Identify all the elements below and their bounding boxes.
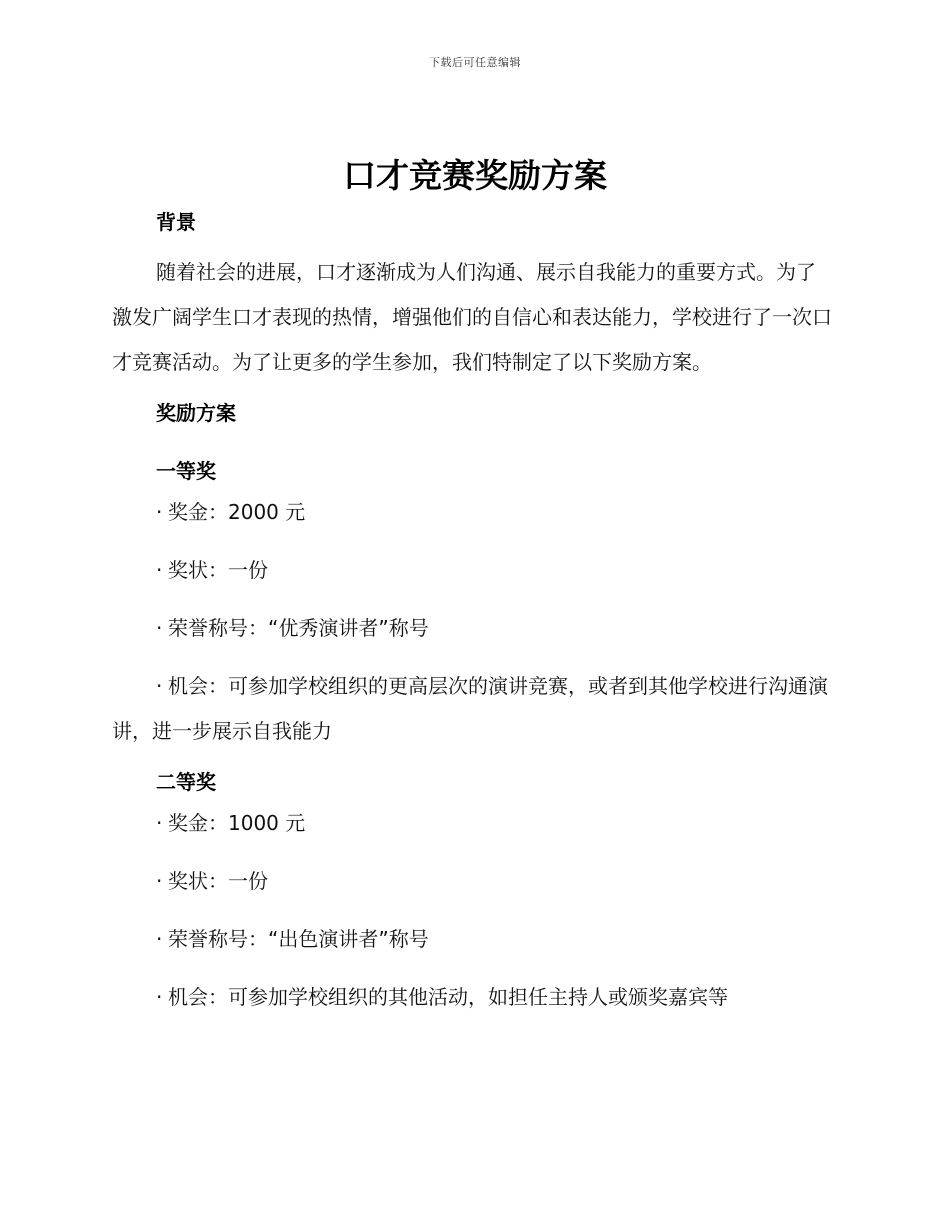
bullet-icon: · [156,869,163,893]
bullet-icon: · [156,927,163,951]
first-prize-heading: 一等奖 [156,459,216,483]
list-item [112,490,832,535]
bullet-icon: · [156,811,163,835]
list-item [112,548,832,593]
list-item-text: 荣誉称号：“优秀演讲者”称号 [168,616,429,640]
section-heading-plan: 奖励方案 [156,401,236,425]
list-item-text: 荣誉称号：“出色演讲者”称号 [168,927,429,951]
bullet-icon: · [156,558,163,582]
list-item [112,917,832,962]
list-item [112,606,832,651]
list-item [112,664,832,754]
list-item-text: 奖金：1000 元 [168,811,306,835]
list-item [112,975,832,1020]
second-prize-heading: 二等奖 [156,770,216,794]
bullet-icon: · [156,674,163,698]
bullet-icon: · [156,985,163,1009]
section-heading-background: 背景 [156,210,196,234]
bullet-icon: · [156,616,163,640]
document-title: 口才竞赛奖励方案 [343,156,607,195]
list-item-text: 机会：可参加学校组织的更高层次的演讲竞赛，或者到其他学校进行沟通演讲，进一步展示自我能力 [112,674,828,743]
list-item-text: 机会：可参加学校组织的其他活动，如担任主持人或颁奖嘉宾等 [168,985,728,1009]
document-body [112,207,832,1020]
background-paragraph: 随着社会的进展，口才逐渐成为人们沟通、展示自我能力的重要方式。为了激发广阔学生口才表现的热情，增强他们的自信心和表达能力，学校进行了一次口才竞赛活动。为了让更多的学生参加，我们特制定了以下奖励方案。 [112,260,832,374]
header-note: 下载后可任意编辑 [429,56,521,69]
list-item-text: 奖状：一份 [168,558,268,582]
bullet-icon: · [156,500,163,524]
list-item [112,801,832,846]
list-item [112,859,832,904]
list-item-text: 奖金：2000 元 [168,500,306,524]
list-item-text: 奖状：一份 [168,869,268,893]
